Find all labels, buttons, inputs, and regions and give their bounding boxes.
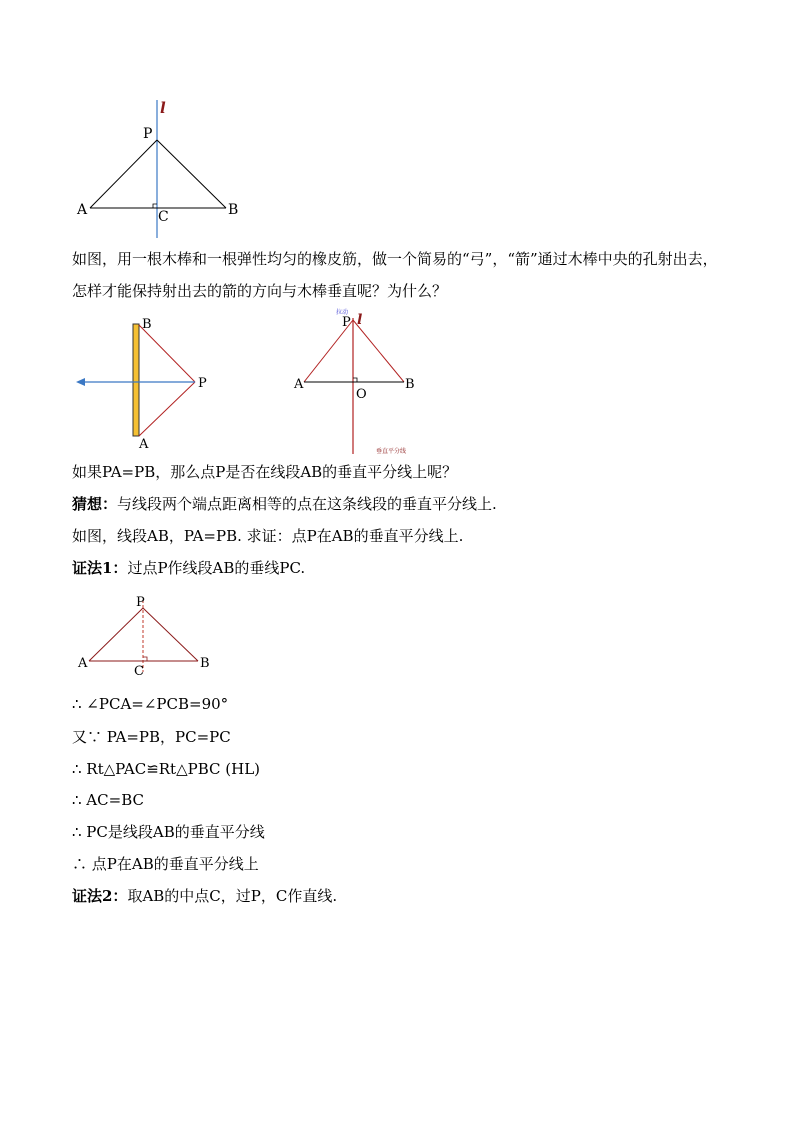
- proof-step: ∴ PC是线段AB的垂直平分线: [72, 823, 265, 841]
- label-c: C: [158, 209, 169, 225]
- question-line: 如果PA=PB，那么点P是否在线段AB的垂直平分线上呢？: [72, 463, 458, 481]
- rubber-band-bottom: [139, 382, 195, 436]
- proof2-line: [72, 886, 337, 906]
- segment-pb: [157, 140, 226, 208]
- proof2-text: 取AB的中点C，过P，C作直线.: [127, 887, 338, 905]
- caption-bisector: 垂直平分线: [376, 448, 407, 455]
- proof1-text: 过点P作线段AB的垂线PC.: [127, 559, 306, 577]
- arrow-head-icon: [76, 378, 85, 386]
- rubber-band-top: [139, 325, 195, 382]
- proof2-label: 证法2：: [72, 887, 128, 905]
- label-c: C: [134, 664, 144, 677]
- proof1-label: 证法1：: [72, 559, 128, 577]
- label-b: B: [405, 377, 415, 392]
- label-o: O: [356, 387, 367, 402]
- label-l: l: [357, 312, 363, 328]
- proof-step: ∴ AC=BC: [72, 791, 144, 809]
- proof-step: 又∵ PA=PB，PC=PC: [72, 728, 231, 746]
- right-angle-mark: [353, 378, 357, 382]
- given-line: 如图，线段AB，PA=PB. 求证：点P在AB的垂直平分线上.: [72, 527, 464, 545]
- label-p: P: [342, 315, 351, 330]
- label-b: B: [142, 317, 152, 332]
- label-l: l: [160, 99, 166, 117]
- right-angle-mark: [143, 657, 147, 661]
- figure-triangle-pab-line-l: [70, 95, 250, 245]
- figure-bow-arrow: [72, 312, 222, 462]
- label-a: A: [139, 437, 149, 452]
- label-b: B: [228, 202, 239, 218]
- right-angle-mark: [153, 204, 157, 208]
- proof-step: ∴ Rt△PAC≌Rt△PBC (HL): [72, 760, 261, 778]
- segment-pa: [90, 140, 157, 208]
- label-b: B: [200, 656, 210, 671]
- segment-pa: [89, 608, 143, 661]
- guess-line: [72, 494, 497, 514]
- segment-pb: [353, 320, 404, 382]
- label-p: P: [198, 376, 207, 391]
- segment-pb: [143, 608, 198, 661]
- label-p: P: [136, 595, 145, 610]
- label-p: P: [143, 126, 153, 142]
- proof-step: ∴ 点P在AB的垂直平分线上: [72, 855, 259, 873]
- proof-step: ∴ ∠PCA=∠PCB=90°: [72, 695, 229, 713]
- wooden-stick: [133, 324, 139, 436]
- label-a: A: [294, 377, 304, 392]
- guess-label: 猜想：: [72, 495, 118, 513]
- proof1-line: [72, 558, 305, 578]
- guess-text: 与线段两个端点距离相等的点在这条线段的垂直平分线上.: [117, 495, 497, 513]
- label-pull-tag: 拉动: [336, 309, 349, 316]
- label-a: A: [78, 656, 88, 671]
- figure-proof1-triangle: [72, 592, 222, 677]
- label-a: A: [77, 202, 88, 218]
- figure-perpendicular-bisector: [290, 306, 430, 458]
- intro-paragraph: 如图，用一根木棒和一根弹性均匀的橡皮筋，做一个简易的“弓”，“箭”通过木棒中央的孔射出去，怎样才能保持射出去的箭的方向与木棒垂直呢？为什么？: [72, 250, 718, 300]
